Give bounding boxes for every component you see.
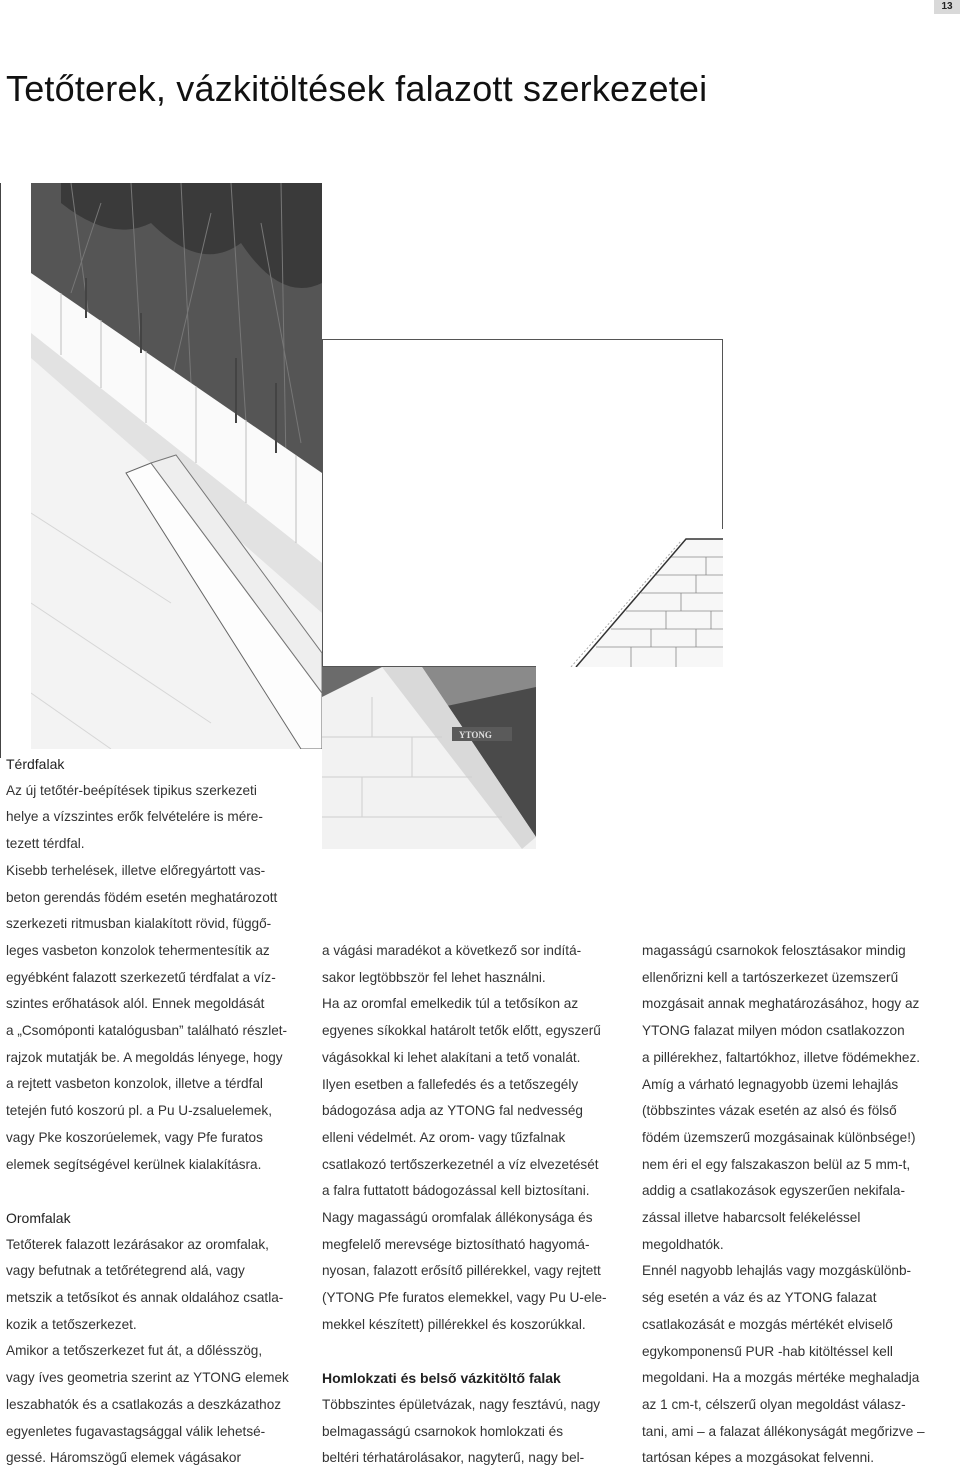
col2-line: Ilyen esetben a fallefedés és a tetőszegély: [322, 1076, 579, 1092]
col3-line: egykomponensű PUR -hab kitöltéssel kell: [642, 1343, 893, 1359]
main-photo-art: [31, 183, 322, 749]
col3-line: (többszintes vázak esetén az alsó és fölső: [642, 1103, 897, 1119]
col3-line: nem éri el egy falszakaszon belül az 5 mm-t,: [642, 1156, 911, 1172]
col2-line: Ha az oromfal emelkedik túl a tetősíkon az: [322, 996, 579, 1012]
col3-line: megoldani. Ha a mozgás mértéke meghaladja: [642, 1370, 920, 1386]
col1-line: a „Csomóponti katalógusban” található részlet-: [6, 1023, 288, 1039]
col1-line: vagy Pke koszorúelemek, vagy Pfe furatos: [6, 1129, 263, 1145]
col3-line: ellenőrizni kell a tartószerkezet üzemszerű: [642, 969, 899, 985]
col1-line: helye a vízszintes erők felvételére is mére-: [6, 809, 263, 825]
spacer: [6, 1178, 306, 1205]
column-3: [642, 938, 952, 1472]
left-rule: [0, 183, 1, 758]
col1-line: elemek segítségével kerülnek kialakításra.: [6, 1156, 262, 1172]
col3-line: a pillérekhez, faltartókhoz, illetve födémekhez.: [642, 1049, 921, 1065]
col3-line: mozgásait annak meghatározásához, hogy az: [642, 996, 920, 1012]
column-1: [6, 751, 306, 1472]
gable-photo-art: [322, 667, 536, 849]
col1-line: Tetőterek falazott lezárásakor az oromfalak,: [6, 1236, 269, 1252]
col2-line: nyosan, falazott erősítő pillérekkel, vagy rejtett: [322, 1263, 601, 1279]
col1-line: leges vasbeton konzolok tehermentesítik az: [6, 942, 270, 958]
col2-line: beltéri térhatárolásakor, nagyterű, nagy bel-: [322, 1450, 585, 1466]
col2-line: a falra futtatott bádogozással kell biztosítani.: [322, 1183, 590, 1199]
col2-line: Nagy magasságú oromfalak állékonysága és: [322, 1210, 593, 1226]
spacer: [322, 1339, 622, 1366]
col1-line: gessé. Háromszögű elemek vágásakor: [6, 1450, 241, 1466]
detail-drawing: [536, 529, 723, 667]
col1-line: Kisebb terhelések, illetve előregyártott vas-: [6, 862, 266, 878]
col2-line: vágásokkal ki lehet alakítani a tető vonalát.: [322, 1049, 581, 1065]
col1-line: egyenletes fugavastagsággal válik lehetsé-: [6, 1423, 266, 1439]
col2-line: sakor legtöbbször fel lehet használni.: [322, 969, 546, 985]
col1-line: vagy befutnak a tetőrétegrend alá, vagy: [6, 1263, 245, 1279]
col3-line: csatlakozását e mozgás mértékét elviselő: [642, 1316, 893, 1332]
col3-line: YTONG falazat milyen módon csatlakozzon: [642, 1023, 905, 1039]
col3-line: tartósan képes a mozgásokat felvenni.: [642, 1450, 874, 1466]
detail-drawing-art: [536, 529, 723, 667]
col2-line: Többszintes épületvázak, nagy fesztávú, nagy: [322, 1396, 601, 1412]
col3-line: ség esetén a váz és az YTONG falazat: [642, 1290, 877, 1306]
col2-line: belmagasságú csarnokok homlokzati és: [322, 1423, 564, 1439]
page-title: Tetőterek, vázkitöltések falazott szerkezetei: [6, 68, 708, 109]
col2-line: egyenes síkokkal határolt tetők előtt, egyszerű: [322, 1023, 601, 1039]
col1-line: beton gerendás födém esetén meghatározott: [6, 889, 278, 905]
col3-line: az 1 cm-t, célszerű olyan megoldást válasz-: [642, 1396, 906, 1412]
col3-line: födém üzemszerű mozgásainak különbsége!): [642, 1129, 916, 1145]
col3-line: megoldhatók.: [642, 1236, 724, 1252]
col2-line: (YTONG Pfe furatos elemekkel, vagy Pu U-ele-: [322, 1290, 607, 1306]
col2-line: elleni védelmét. Az orom- vagy tűzfalnak: [322, 1129, 566, 1145]
col1-line: kozik a tetőszerkezet.: [6, 1316, 137, 1332]
col1-line: szerkezeti ritmusban kialakított rövid, függő-: [6, 916, 272, 932]
heading-terdfalak: Térdfalak: [6, 756, 65, 772]
heading-homlokzati: Homlokzati és belső vázkitöltő falak: [322, 1370, 561, 1387]
heading-oromfalak: Oromfalak: [6, 1209, 71, 1226]
col1-line: tezett térdfal.: [6, 836, 85, 852]
col3-line: tani, ami – a falazat állékonyságát megőrizve –: [642, 1423, 925, 1439]
col1-line: egyébként falazott szerkezetű térdfalat a víz-: [6, 969, 276, 985]
main-photo: [31, 183, 322, 749]
col3-line: zással illetve habarcsolt felékeléssel: [642, 1210, 861, 1226]
col1-line: Amikor a tetőszerkezet fut át, a dőlésszög,: [6, 1343, 263, 1359]
col3-line: addig a csatlakozások egyszerűen nekifala-: [642, 1183, 905, 1199]
col3-line: Amíg a várható legnagyobb üzemi lehajlás: [642, 1076, 899, 1092]
col1-line: szintes erőhatások alól. Ennek megoldását: [6, 996, 265, 1012]
col1-line: metszik a tetősíkot és annak oldalához csatla-: [6, 1290, 284, 1306]
page-number: 13: [934, 0, 960, 14]
col1-line: leszabhatók és a csatlakozás a deszkázathoz: [6, 1396, 282, 1412]
col2-line: megfelelő merevsége biztosítható hagyomá-: [322, 1236, 590, 1252]
col2-line: csatlakozó tertőszerkezetnél a víz elvezetését: [322, 1156, 599, 1172]
col1-line: Az új tetőtér-beépítések tipikus szerkezeti: [6, 782, 257, 798]
col1-line: rajzok mutatják be. A megoldás lényege, hogy: [6, 1049, 283, 1065]
col1-line: a rejtett vasbeton konzolok, illetve a térdfal: [6, 1076, 263, 1092]
col2-line: bádogozása adja az YTONG fal nedvesség: [322, 1103, 583, 1119]
col2-line: a vágási maradékot a következő sor indítá-: [322, 943, 582, 958]
col3-line: Ennél nagyobb lehajlás vagy mozgáskülönb-: [642, 1263, 912, 1279]
gable-photo: [322, 667, 536, 849]
col2-line: mekkel készített) pillérekkel és koszorúkkal.: [322, 1316, 586, 1332]
ytong-stamp: YTONG: [459, 730, 492, 740]
column-2: [322, 938, 622, 1472]
col1-line: tetején futó koszorú pl. a Pu U-zsaluelemek,: [6, 1103, 272, 1119]
col3-line: magasságú csarnokok felosztásakor mindig: [642, 943, 906, 958]
col1-line: vagy íves geometria szerint az YTONG elemek: [6, 1370, 289, 1386]
